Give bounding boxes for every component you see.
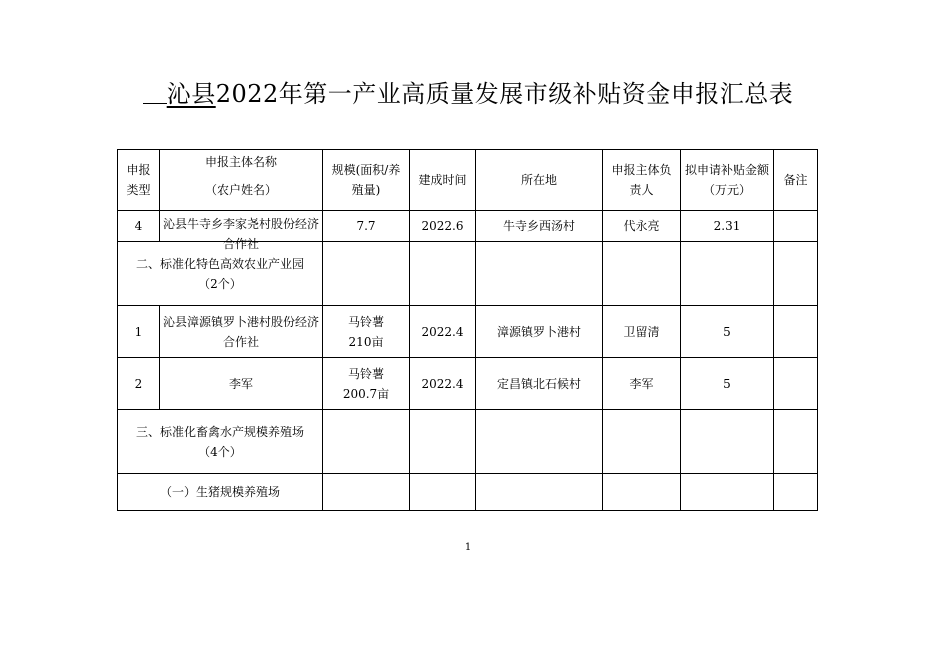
scale-crop: 马铃薯: [347, 314, 384, 329]
scale-area: 210亩: [348, 334, 384, 349]
subsidy-amount: 5: [681, 358, 774, 410]
section-heading: [118, 410, 323, 474]
page-title: [0, 74, 936, 109]
responsible-person: 李军: [603, 358, 681, 410]
remarks: [774, 358, 818, 410]
section-title: 三、标准化畜禽水产规模养殖场: [135, 424, 304, 439]
header-location: 所在地: [476, 150, 603, 211]
scale-area: 200.7亩: [342, 386, 390, 401]
entity-name-cell: [160, 211, 323, 251]
section-row: [118, 410, 818, 474]
row-number: 1: [118, 306, 160, 358]
title-text: 2022年第一产业高质量发展市级补贴资金申报汇总表: [215, 80, 794, 108]
location: 牛寺乡西汤村: [476, 211, 603, 242]
header-remarks: 备注: [774, 150, 818, 211]
subsidy-amount: 2.31: [681, 211, 774, 242]
responsible-person: 代永亮: [603, 211, 681, 242]
header-type: 申报类型: [118, 150, 160, 211]
title-county: 沁县: [166, 80, 216, 108]
header-person: 申报主体负责人: [603, 150, 681, 211]
scale: [323, 358, 410, 410]
entity-name: 李军: [160, 358, 323, 410]
subsidy-summary-table: [117, 149, 818, 511]
section-count: （4个）: [198, 444, 242, 459]
entity-name: 沁县漳源镇罗卜港村股份经济合作社: [160, 306, 323, 358]
location: 漳源镇罗卜港村: [476, 306, 603, 358]
header-name-line2: （农户姓名）: [204, 183, 277, 197]
scale: [323, 306, 410, 358]
page-number: 1: [464, 542, 472, 553]
section-count: （2个）: [198, 276, 242, 291]
header-name: [160, 150, 323, 211]
row-number: 4: [118, 211, 160, 242]
section-heading: [118, 242, 323, 306]
header-amount: 拟申请补贴金额（万元）: [681, 150, 774, 211]
subsidy-amount: 5: [681, 306, 774, 358]
header-date: 建成时间: [410, 150, 476, 211]
table-row: [118, 211, 818, 242]
entity-name: 沁县牛寺乡李家尧村股份经济合作社: [163, 217, 320, 251]
table-row: [118, 306, 818, 358]
remarks: [774, 211, 818, 242]
subsection-row: [118, 474, 818, 511]
location: 定昌镇北石候村: [476, 358, 603, 410]
header-row: [118, 150, 818, 211]
title-underline-blank: [143, 81, 167, 104]
build-date: 2022.6: [410, 211, 476, 242]
header-scale: 规模(面积/养殖量): [323, 150, 410, 211]
scale: 7.7: [323, 211, 410, 242]
subsection-heading: （一）生猪规模养殖场: [118, 474, 323, 511]
remarks: [774, 306, 818, 358]
build-date: 2022.4: [410, 358, 476, 410]
section-title: 二、标准化特色高效农业产业园: [135, 256, 304, 271]
build-date: 2022.4: [410, 306, 476, 358]
header-name-line1: 申报主体名称: [204, 155, 277, 169]
table-row: [118, 358, 818, 410]
responsible-person: 卫留清: [603, 306, 681, 358]
row-number: 2: [118, 358, 160, 410]
scale-crop: 马铃薯: [347, 366, 384, 381]
